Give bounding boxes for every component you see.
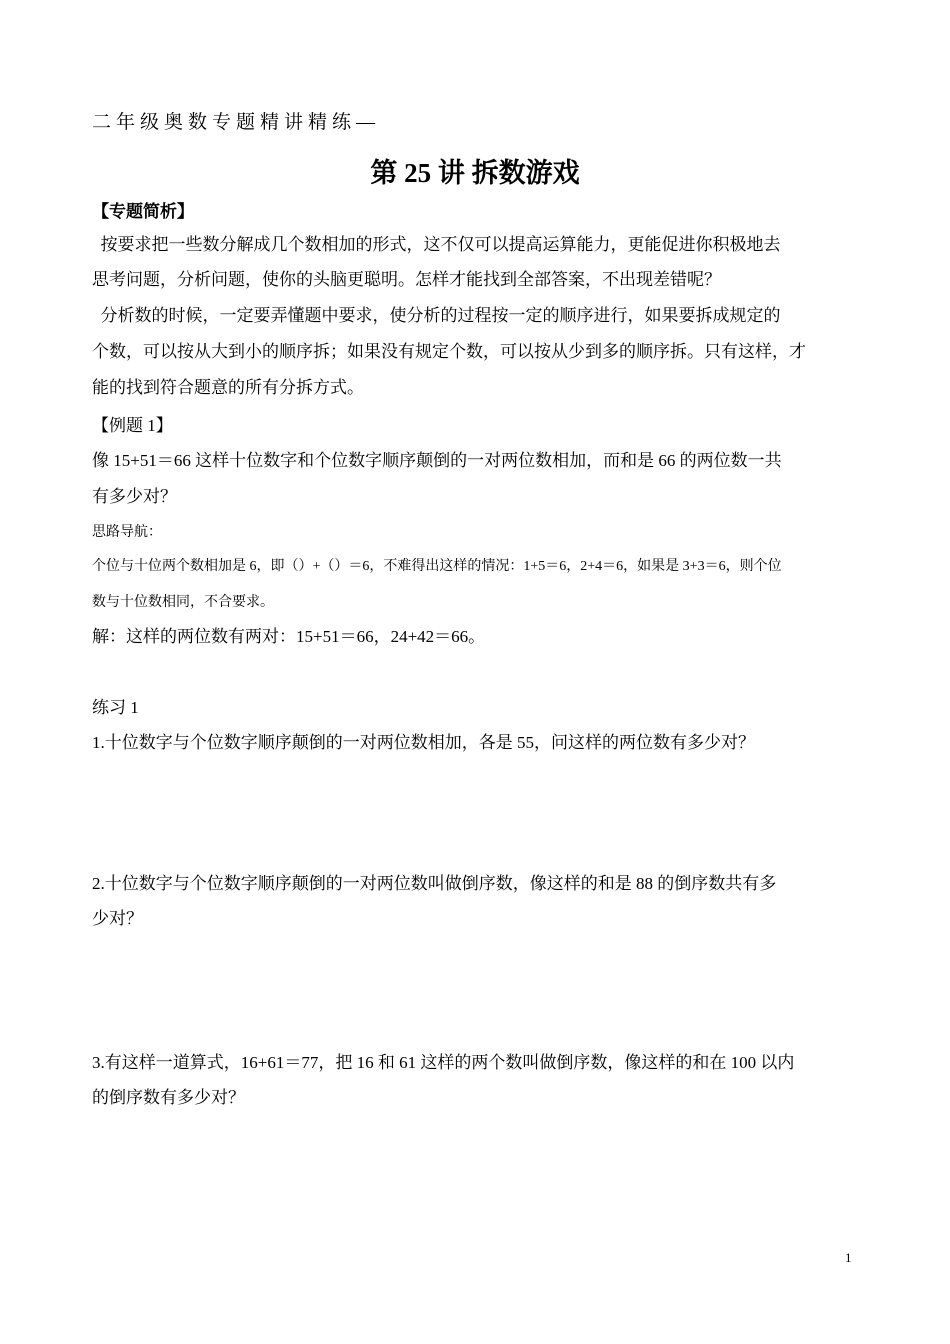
practice-question-2-line-2: 少对？ <box>92 909 143 928</box>
intro-paragraph-2-line-3: 能的找到符合题意的所有分拆方式。 <box>92 378 364 397</box>
series-title: 二年级奥数专题精讲精练— <box>92 112 381 133</box>
example-1-solution: 解：这样的两位数有两对：15+51＝66，24+42＝66。 <box>92 627 486 646</box>
practice-question-2-line-1: 2.十位数字与个位数字顺序颠倒的一对两位数叫做倒序数，像这样的和是 88 的倒序数共有多 <box>92 874 777 893</box>
hint-line-1: 个位与十位两个数相加是 6，即（）+（）＝6，不难得出这样的情况：1+5＝6，2+4＝6，如果是 3+3＝6，则个位 <box>92 559 782 574</box>
example-1-heading: 【例题 1】 <box>92 416 173 435</box>
practice-question-3-line-1: 3.有这样一道算式，16+61＝77，把 16 和 61 这样的两个数叫做倒序数，像这样的和在 100 以内 <box>92 1053 795 1072</box>
practice-1-heading: 练习 1 <box>92 698 139 717</box>
lesson-title: 第 25 讲 拆数游戏 <box>370 158 580 188</box>
intro-heading: 【专题简析】 <box>92 202 194 221</box>
example-1-question-line-1: 像 15+51＝66 这样十位数字和个位数字顺序颠倒的一对两位数相加，而和是 66 的两位数一共 <box>92 451 782 470</box>
hint-line-2: 数与十位数相同，不合要求。 <box>92 595 274 610</box>
intro-paragraph-1-line-2: 思考问题，分析问题，使你的头脑更聪明。怎样才能找到全部答案，不出现差错呢？ <box>92 270 721 289</box>
example-1-question-line-2: 有多少对？ <box>92 487 177 506</box>
hint-label: 思路导航： <box>92 525 162 540</box>
intro-paragraph-2-line-2: 个数，可以按从大到小的顺序拆；如果没有规定个数，可以按从少到多的顺序拆。只有这样，才 <box>92 342 806 361</box>
intro-paragraph-1-line-1: 按要求把一些数分解成几个数相加的形式，这不仅可以提高运算能力，更能促进你积极地去 <box>92 235 781 254</box>
practice-question-1: 1.十位数字与个位数字顺序颠倒的一对两位数相加，各是 55，问这样的两位数有多少对？ <box>92 733 755 752</box>
practice-question-3-line-2: 的倒序数有多少对？ <box>92 1088 245 1107</box>
page-number: 1 <box>845 1250 852 1265</box>
intro-paragraph-2-line-1: 分析数的时候，一定要弄懂题中要求，使分析的过程按一定的顺序进行，如果要拆成规定的 <box>92 306 781 325</box>
